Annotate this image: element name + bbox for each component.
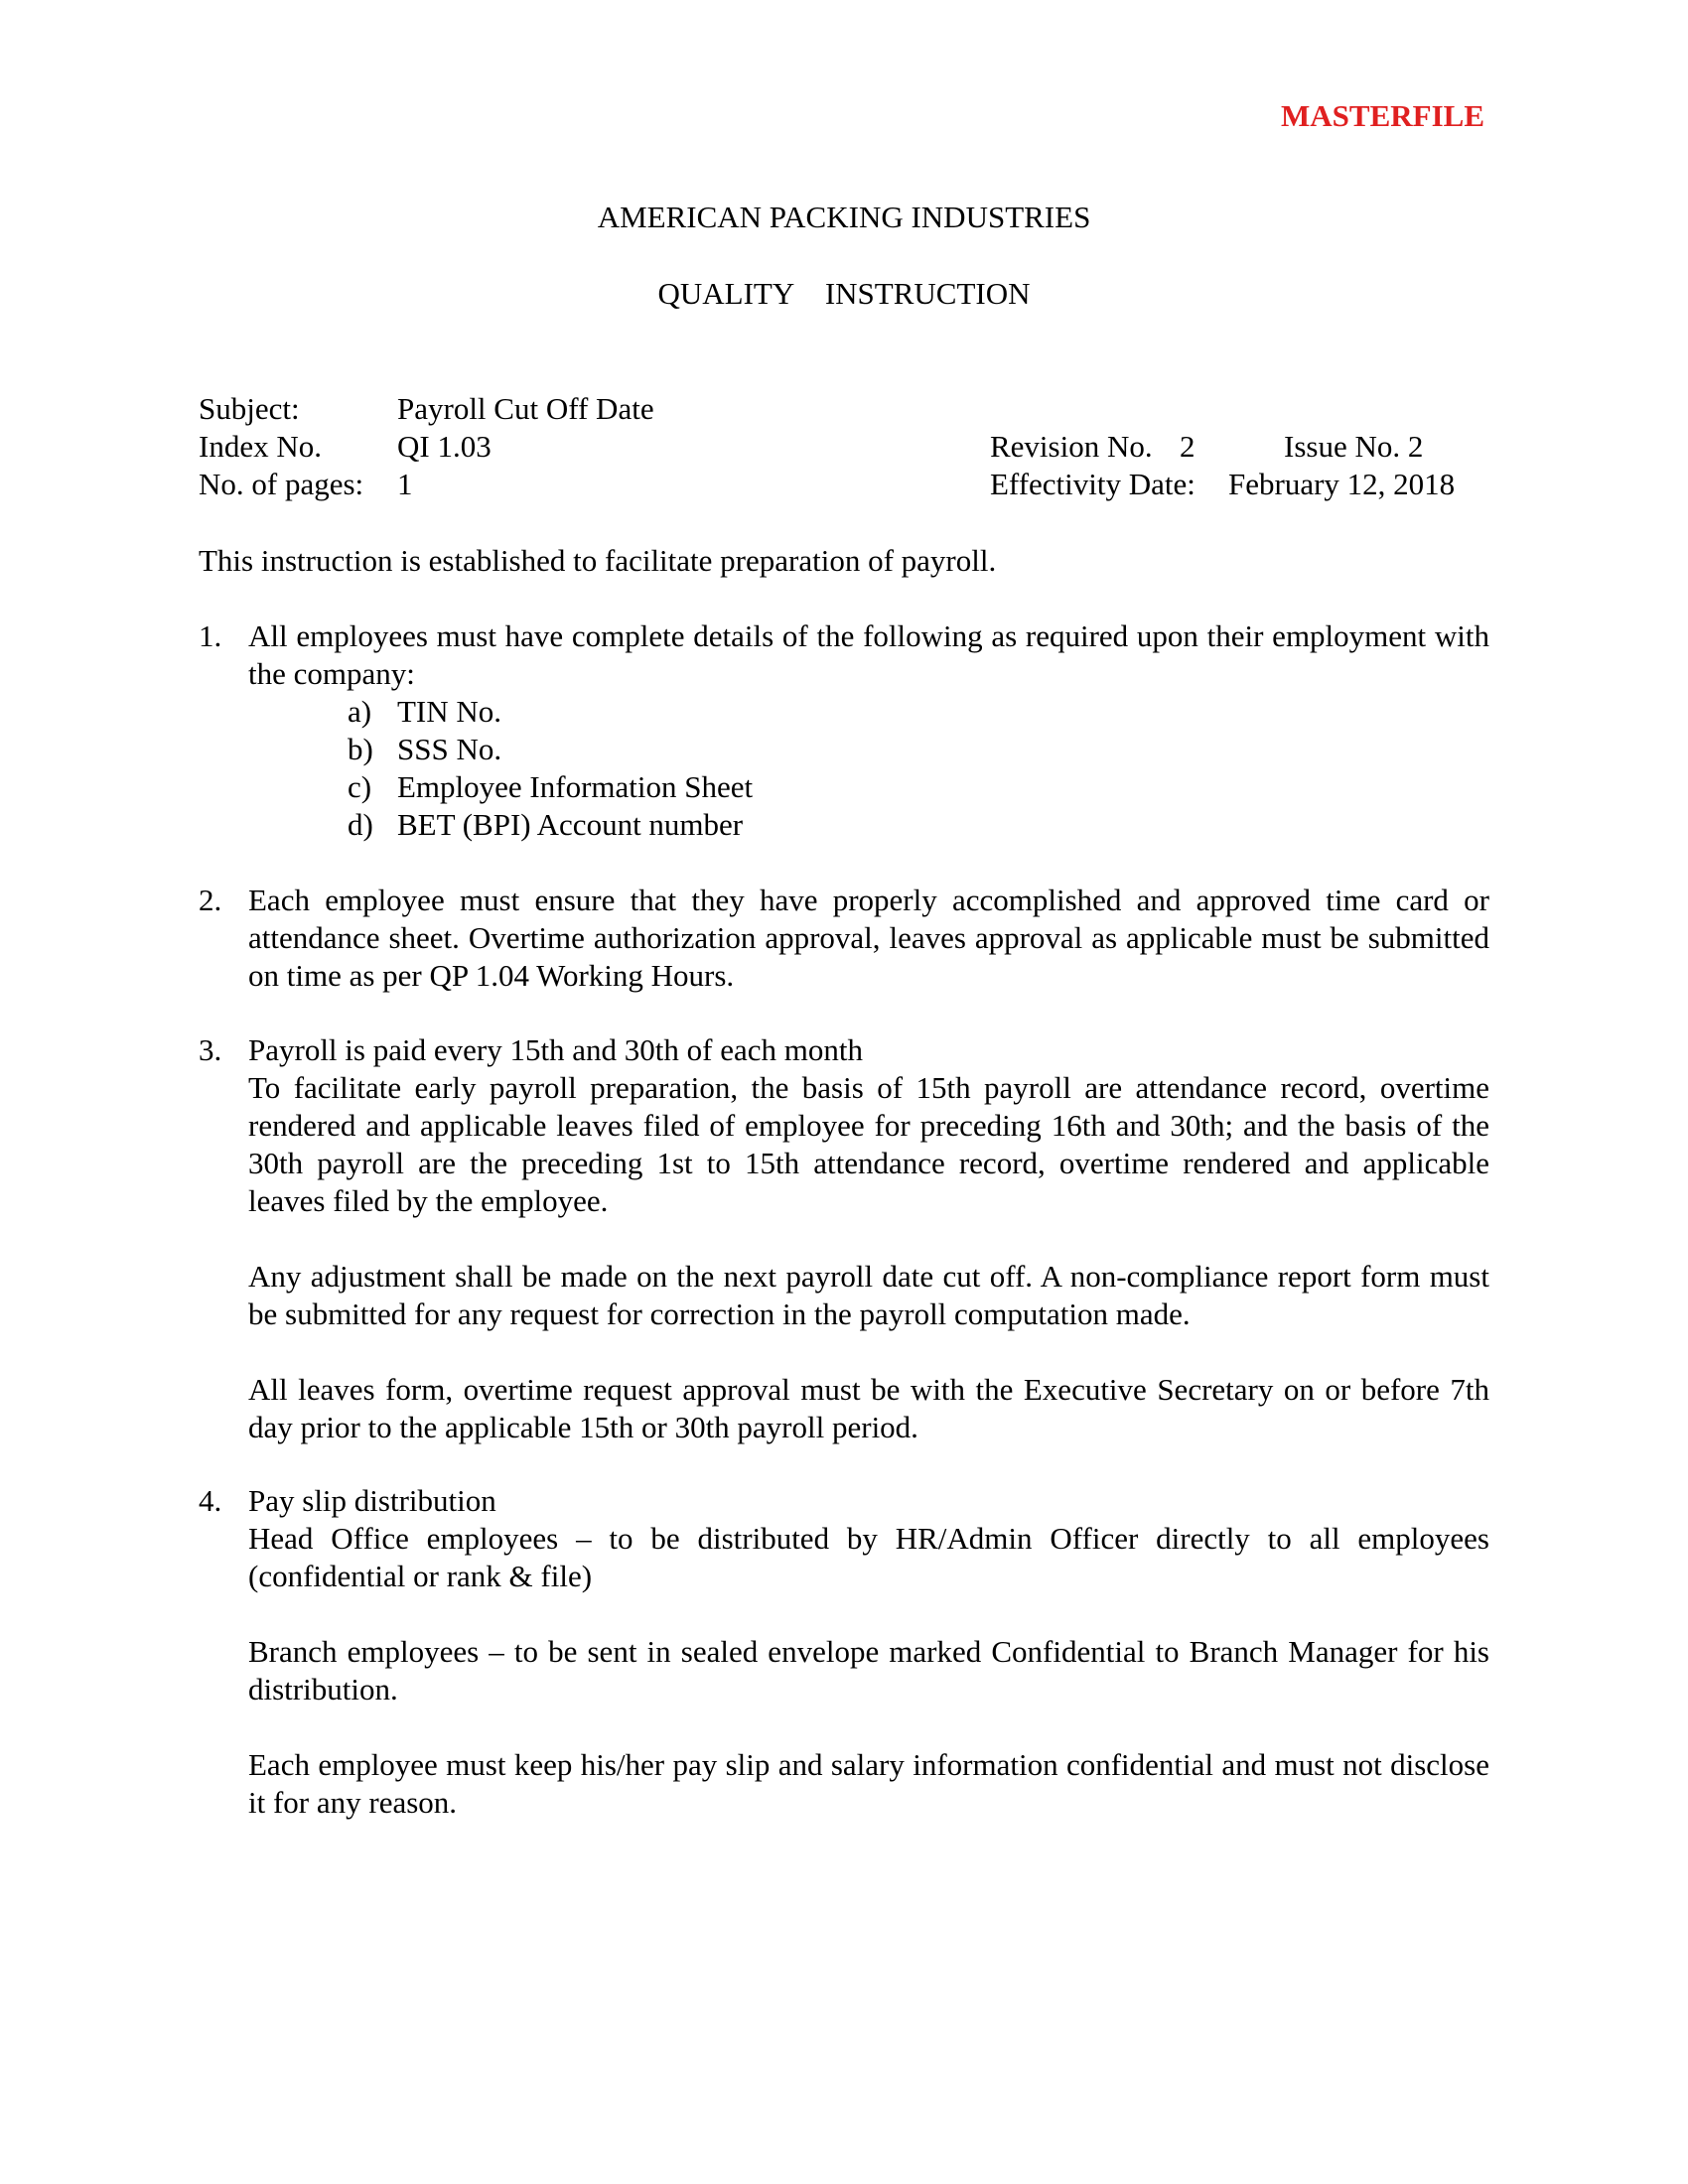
item-number: 3. bbox=[199, 1032, 222, 1067]
sub-item-d bbox=[348, 806, 1489, 844]
sub-item-text: SSS No. bbox=[397, 732, 502, 766]
paragraph-spacer bbox=[248, 1708, 1489, 1746]
subject-label: Subject: bbox=[199, 391, 300, 426]
masterfile-stamp: MASTERFILE bbox=[1281, 98, 1484, 133]
paragraph-spacer bbox=[248, 1595, 1489, 1633]
pages-value: 1 bbox=[397, 467, 413, 501]
pages-row bbox=[199, 466, 715, 503]
sub-item-letter: b) bbox=[348, 732, 373, 766]
item-paragraph: To facilitate early payroll preparation, the basis of 15th payroll are attendance record, overtime rendered and applicable leaves filed of employee for preceding 16th and 30th; and the basis of the 30th payroll are the preceding 1st to 15th attendance record, overtime rendered and applicable leaves filed by the employee. bbox=[248, 1070, 1489, 1218]
item-4 bbox=[199, 1482, 1489, 1822]
item-3 bbox=[199, 1031, 1489, 1446]
issue-number: Issue No. 2 bbox=[1284, 429, 1424, 464]
company-name: AMERICAN PACKING INDUSTRIES bbox=[597, 200, 1091, 234]
effectivity-row bbox=[990, 466, 1506, 503]
effectivity-value: February 12, 2018 bbox=[1228, 467, 1456, 501]
effectivity-label: Effectivity Date: bbox=[990, 467, 1196, 501]
index-row bbox=[199, 428, 715, 466]
item-paragraph: Head Office employees – to be distributed by HR/Admin Officer directly to all employees (confidential or rank & file) bbox=[248, 1521, 1489, 1593]
document-type: QUALITY INSTRUCTION bbox=[657, 276, 1031, 311]
revision-label: Revision No. bbox=[990, 429, 1153, 464]
sub-item-letter: c) bbox=[348, 769, 372, 804]
item-paragraph: Any adjustment shall be made on the next payroll date cut off. A non-compliance report form must be submitted for any request for correction in the payroll computation made. bbox=[248, 1259, 1489, 1331]
item-text: Each employee must ensure that they have properly accomplished and approved time card or attendance sheet. Overtime authorization approval, leaves approval as applicable must be submitted on time as per QP 1.04 Working Hours. bbox=[248, 883, 1489, 993]
subject-row bbox=[199, 390, 715, 428]
item-paragraph: Each employee must keep his/her pay slip and salary information confidential and must not disclose it for any reason. bbox=[248, 1747, 1489, 1820]
item-paragraph: All leaves form, overtime request approval must be with the Executive Secretary on or before 7th day prior to the applicable 15th or 30th payroll period. bbox=[248, 1372, 1489, 1444]
subject-value: Payroll Cut Off Date bbox=[397, 391, 654, 426]
revision-row bbox=[990, 428, 1506, 466]
sub-item-letter: d) bbox=[348, 807, 373, 842]
item-heading: Payroll is paid every 15th and 30th of each month bbox=[248, 1032, 864, 1067]
item-number: 2. bbox=[199, 883, 222, 917]
index-label: Index No. bbox=[199, 429, 322, 464]
sub-item-text: BET (BPI) Account number bbox=[397, 807, 744, 842]
sub-item-text: Employee Information Sheet bbox=[397, 769, 754, 804]
item-1 bbox=[199, 617, 1489, 844]
intro-paragraph: This instruction is established to facilitate preparation of payroll. bbox=[199, 543, 997, 578]
item-paragraph: Branch employees – to be sent in sealed envelope marked Confidential to Branch Manager for his distribution. bbox=[248, 1634, 1489, 1706]
index-value: QI 1.03 bbox=[397, 429, 492, 464]
sub-item-c bbox=[348, 768, 1489, 806]
sub-item-text: TIN No. bbox=[397, 694, 502, 729]
revision-value: 2 bbox=[1180, 429, 1196, 464]
item-number: 1. bbox=[199, 618, 222, 653]
paragraph-spacer bbox=[248, 1220, 1489, 1258]
sub-item-b bbox=[348, 731, 1489, 768]
meta-left-block bbox=[199, 390, 715, 503]
pages-label: No. of pages: bbox=[199, 467, 364, 501]
meta-right-block bbox=[990, 428, 1506, 503]
item-text: All employees must have complete details of the following as required upon their employment with the company: bbox=[248, 618, 1489, 691]
paragraph-spacer bbox=[248, 1333, 1489, 1371]
item-number: 4. bbox=[199, 1483, 222, 1518]
item-heading: Pay slip distribution bbox=[248, 1483, 496, 1518]
sub-item-a bbox=[348, 693, 1489, 731]
sub-item-letter: a) bbox=[348, 694, 372, 729]
item-2 bbox=[199, 882, 1489, 995]
